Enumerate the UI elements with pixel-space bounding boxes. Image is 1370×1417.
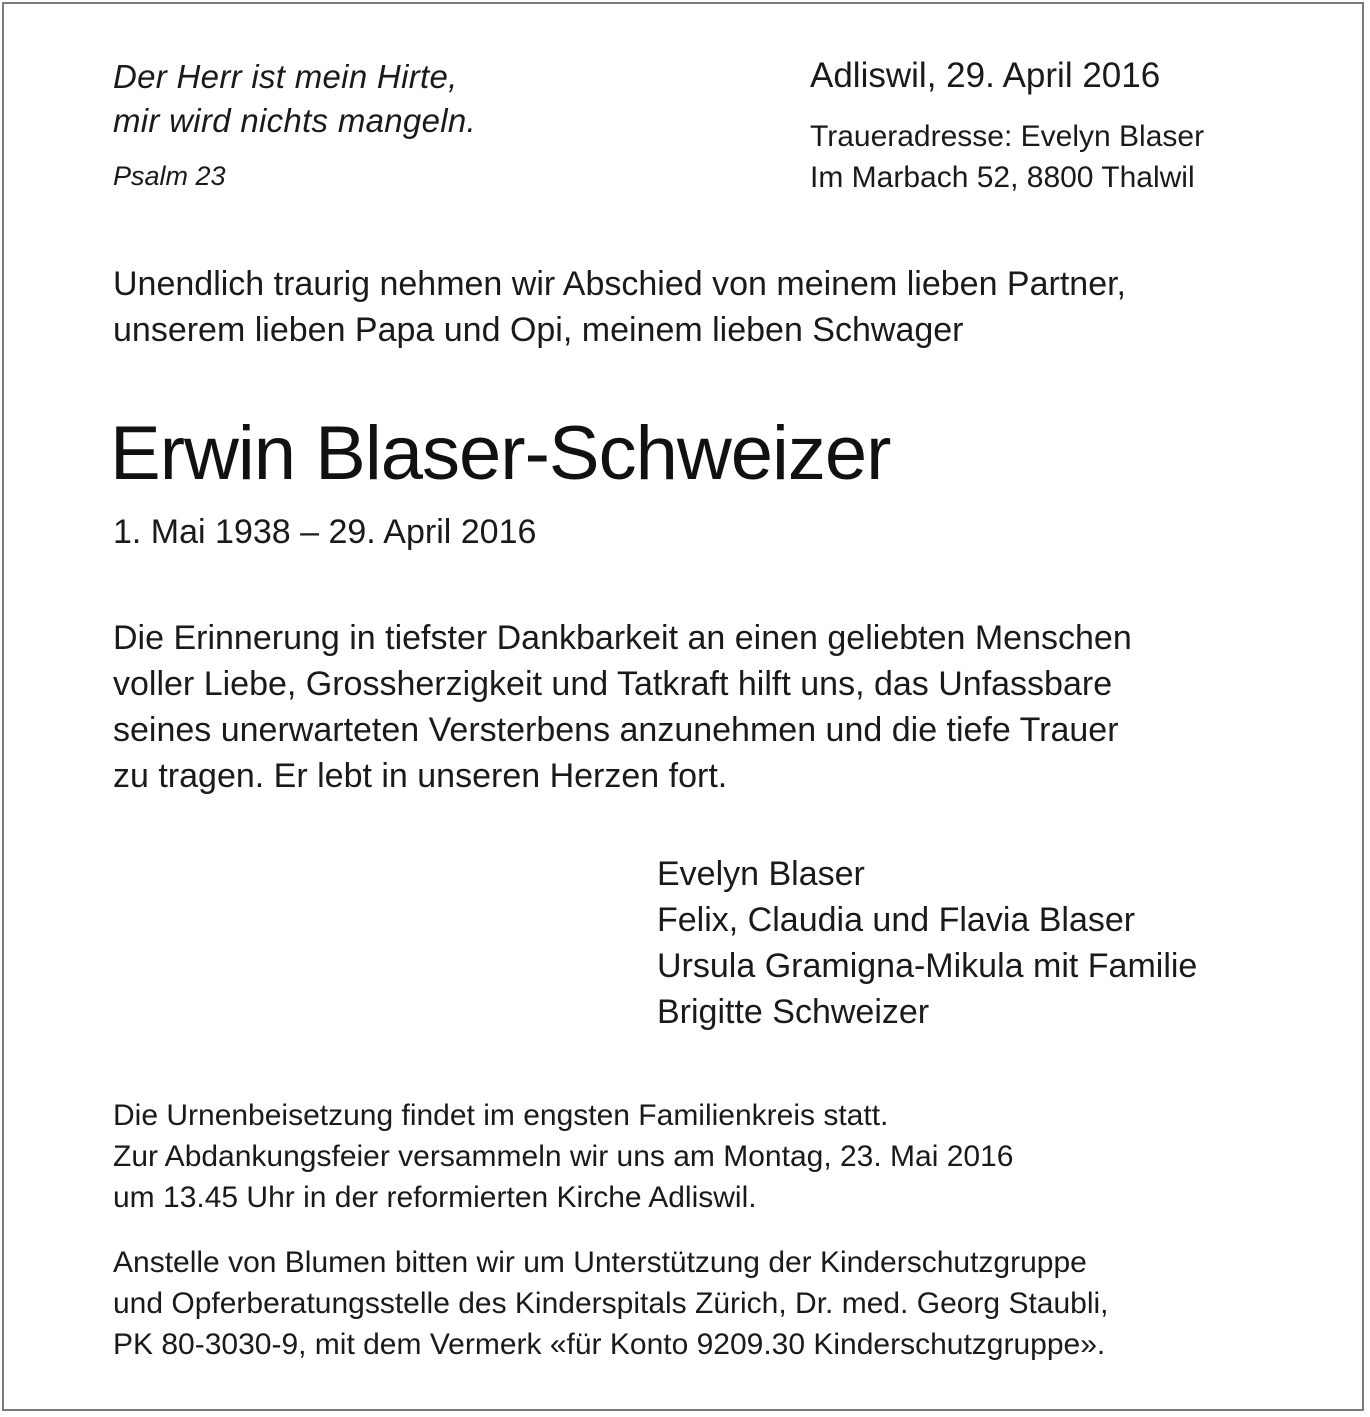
- tribute-text: [113, 615, 1132, 799]
- mourner-name: Evelyn Blaser: [657, 855, 865, 893]
- verse-line: mir wird nichts mangeln.: [113, 102, 476, 139]
- donation-line: PK 80-3030-9, mit dem Vermerk «für Konto 9209.30 Kinderschutzgruppe».: [113, 1328, 1106, 1361]
- life-dates: 1. Mai 1938 – 29. April 2016: [113, 513, 537, 551]
- donation-line: und Opferberatungsstelle des Kinderspitals Zürich, Dr. med. Georg Staubli,: [113, 1287, 1109, 1320]
- bible-verse: [113, 55, 476, 143]
- tribute-line: Die Erinnerung in tiefster Dankbarkeit an einen geliebten Menschen: [113, 619, 1132, 657]
- intro-line: Unendlich traurig nehmen wir Abschied von meinem lieben Partner,: [113, 265, 1126, 303]
- tribute-line: zu tragen. Er lebt in unseren Herzen fort.: [113, 757, 728, 795]
- verse-source: Psalm 23: [113, 161, 226, 191]
- tribute-line: seines unerwarteten Versterbens anzunehmen und die tiefe Trauer: [113, 711, 1119, 749]
- funeral-line: um 13.45 Uhr in der reformierten Kirche Adliswil.: [113, 1181, 757, 1214]
- funeral-line: Zur Abdankungsfeier versammeln wir uns am Montag, 23. Mai 2016: [113, 1140, 1014, 1173]
- donation-info: [113, 1242, 1109, 1365]
- donation-line: Anstelle von Blumen bitten wir um Unterstützung der Kinderschutzgruppe: [113, 1246, 1087, 1279]
- mourner-name: Felix, Claudia und Flavia Blaser: [657, 901, 1136, 939]
- mourning-address: [810, 116, 1204, 198]
- mourner-name: Ursula Gramigna-Mikula mit Familie: [657, 947, 1198, 985]
- address-line: Traueradresse: Evelyn Blaser: [810, 120, 1205, 153]
- funeral-line: Die Urnenbeisetzung findet im engsten Familienkreis statt.: [113, 1099, 889, 1132]
- mourners-list: [657, 851, 1197, 1035]
- funeral-info: [113, 1095, 1013, 1218]
- tribute-line: voller Liebe, Grossherzigkeit und Tatkraft hilft uns, das Unfassbare: [113, 665, 1113, 703]
- intro-text: [113, 261, 1126, 353]
- address-line: Im Marbach 52, 8800 Thalwil: [810, 161, 1195, 194]
- mourner-name: Brigitte Schweizer: [657, 993, 930, 1031]
- verse-line: Der Herr ist mein Hirte,: [113, 58, 458, 95]
- intro-line: unserem lieben Papa und Opi, meinem lieben Schwager: [113, 311, 964, 349]
- place-date: Adliswil, 29. April 2016: [810, 56, 1161, 95]
- deceased-name: Erwin Blaser-Schweizer: [110, 411, 891, 496]
